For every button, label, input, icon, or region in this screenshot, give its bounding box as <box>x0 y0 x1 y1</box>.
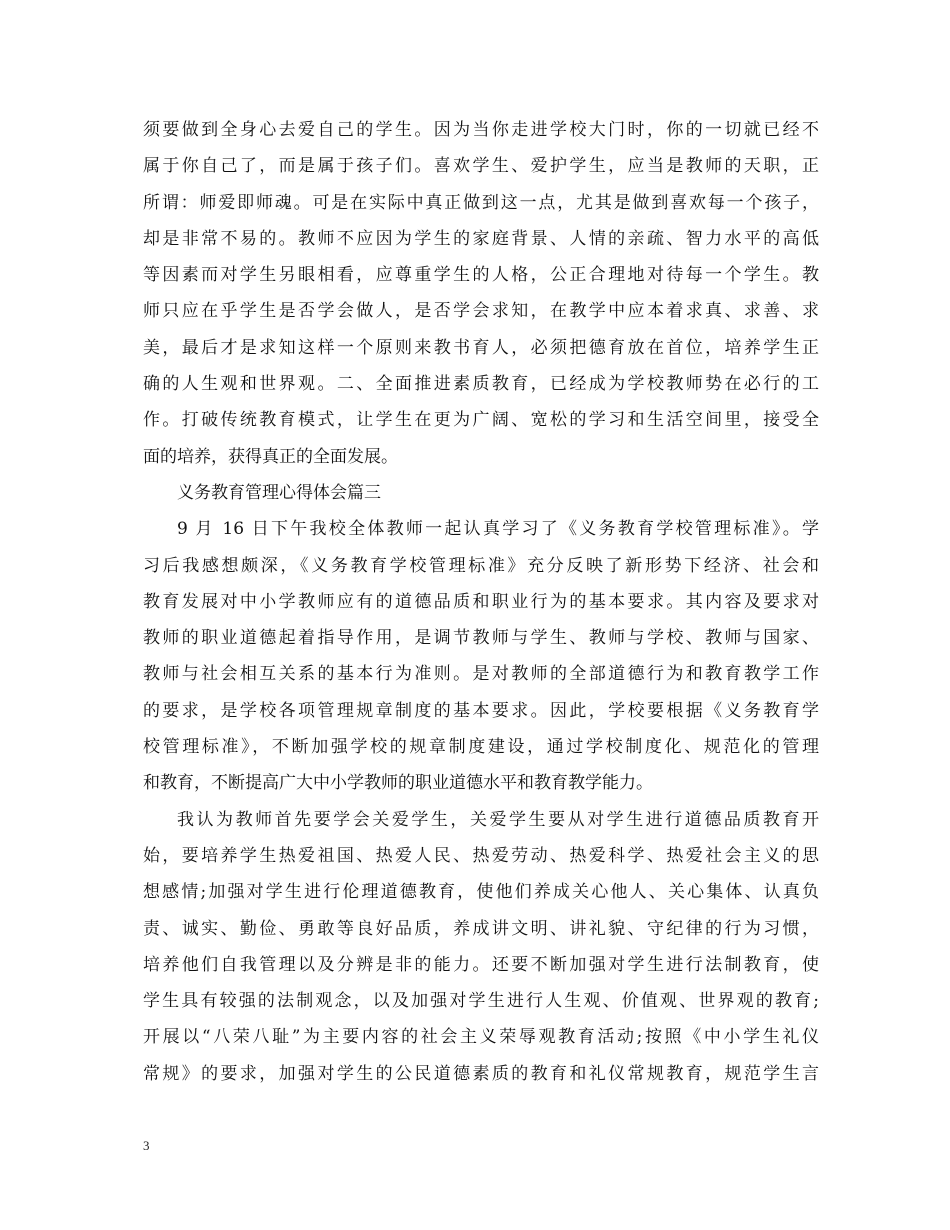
text-line: 所谓：师爱即师魂。可是在实际中真正做到这一点，尤其是做到喜欢每一个孩子， <box>143 192 819 213</box>
text-line: 作。打破传统教育模式，让学生在更为广阔、宽松的学习和生活空间里，接受全 <box>143 410 819 431</box>
text-line: 教师与社会相互关系的基本行为准则。是对教师的全部道德行为和教育教学工作 <box>143 664 819 685</box>
text-line: 的要求，是学校各项管理规章制度的基本要求。因此，学校要根据《义务教育学 <box>143 700 819 721</box>
text-line: 面的培养，获得真正的全面发展。 <box>143 446 398 467</box>
text-line: 我认为教师首先要学会关爱学生，关爱学生要从对学生进行道德品质教育开 <box>177 809 819 830</box>
text-line: 习后我感想颇深，《义务教育学校管理标准》充分反映了新形势下经济、社会和 <box>143 555 819 576</box>
text-line: 教师的职业道德起着指导作用，是调节教师与学生、教师与学校、教师与国家、 <box>143 628 819 649</box>
document-body <box>143 112 819 1092</box>
text-line: 开展以“八荣八耻”为主要内容的社会主义荣辱观教育活动;按照《中小学生礼仪 <box>143 1027 819 1048</box>
paragraph-continued <box>143 112 819 475</box>
paragraph-caring-students <box>143 802 819 1092</box>
text-line: 却是非常不易的。教师不应因为学生的家庭背景、人情的亲疏、智力水平的高低 <box>143 228 819 249</box>
text-line: 培养他们自我管理以及分辨是非的能力。还要不断加强对学生进行法制教育，使 <box>143 954 819 975</box>
text-line: 属于你自己了，而是属于孩子们。喜欢学生、爱护学生，应当是教师的天职，正 <box>143 156 819 177</box>
text-line: 和教育，不断提高广大中小学教师的职业道德水平和教育教学能力。 <box>143 773 653 794</box>
paragraph-study-notes <box>143 511 819 801</box>
section-heading: 义务教育管理心得体会篇三 <box>177 482 381 503</box>
text-line: 美，最后才是求知这样一个原则来教书育人，必须把德育放在首位，培养学生正 <box>143 337 819 358</box>
page-number: 3 <box>143 1138 150 1153</box>
text-line: 9 月 16 日下午我校全体教师一起认真学习了《义务教育学校管理标准》。学 <box>177 519 819 540</box>
text-line: 确的人生观和世界观。二、全面推进素质教育，已经成为学校教师势在必行的工 <box>143 374 819 395</box>
text-line: 教育发展对中小学教师应有的道德品质和职业行为的基本要求。其内容及要求对 <box>143 591 819 612</box>
text-line: 想感情;加强对学生进行伦理道德教育，使他们养成关心他人、关心集体、认真负 <box>143 882 819 903</box>
text-line: 责、诚实、勤俭、勇敢等良好品质，养成讲文明、讲礼貌、守纪律的行为习惯， <box>143 918 819 939</box>
text-line: 校管理标准》，不断加强学校的规章制度建设，通过学校制度化、规范化的管理 <box>143 737 819 758</box>
text-line: 始，要培养学生热爱祖国、热爱人民、热爱劳动、热爱科学、热爱社会主义的思 <box>143 845 819 866</box>
text-line: 常规》的要求，加强对学生的公民道德素质的教育和礼仪常规教育，规范学生言 <box>143 1063 819 1084</box>
text-line: 须要做到全身心去爱自己的学生。因为当你走进学校大门时，你的一切就已经不 <box>143 120 819 140</box>
text-line: 师只应在乎学生是否学会做人，是否学会求知，在教学中应本着求真、求善、求 <box>143 301 819 322</box>
text-line: 学生具有较强的法制观念，以及加强对学生进行人生观、价值观、世界观的教育; <box>143 991 819 1012</box>
text-line: 等因素而对学生另眼相看，应尊重学生的人格，公正合理地对待每一个学生。教 <box>143 265 819 286</box>
